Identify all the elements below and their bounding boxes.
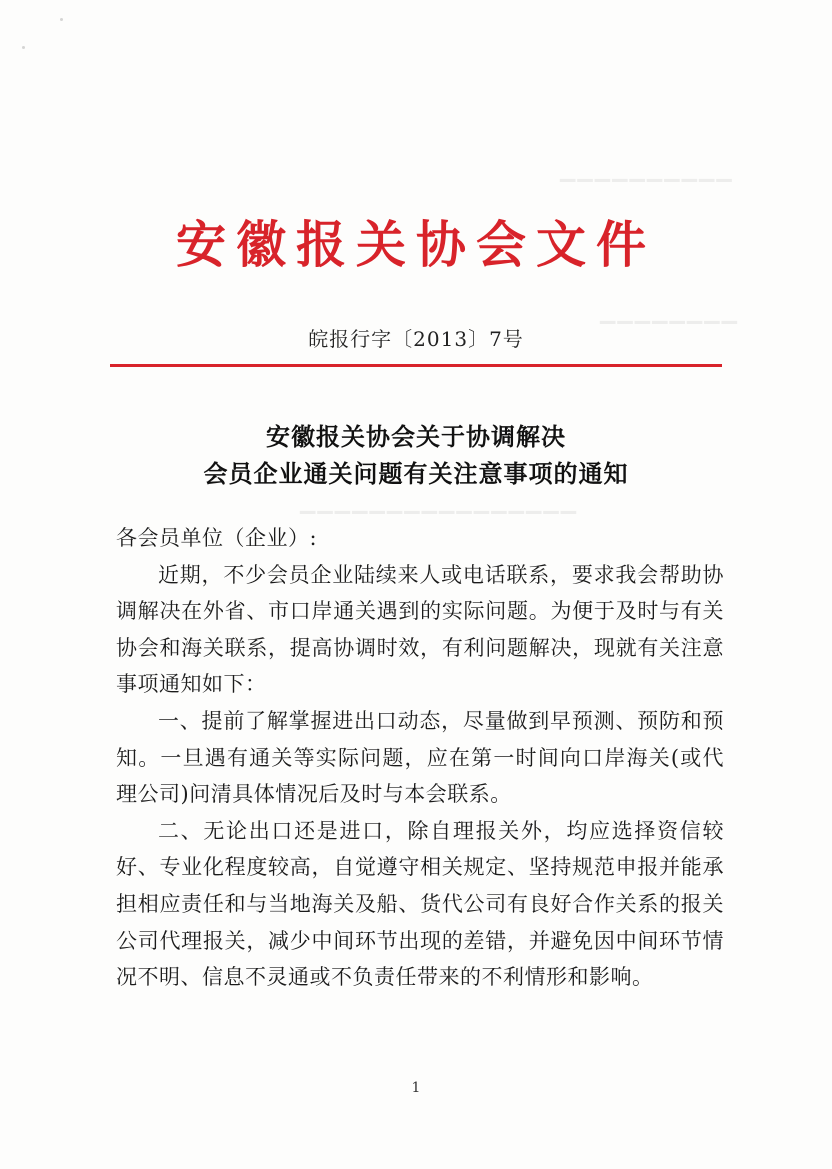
page-number: 1 [411, 1080, 421, 1096]
red-divider-rule [110, 364, 722, 367]
body-paragraph-item-1: 一、提前了解掌握进出口动态，尽量做到早预测、预防和预知。一旦遇有通关等实际问题，应在第一时间向口岸海关(或代理公司)问清具体情况后及时与本会联系。 [116, 708, 724, 807]
bleed-through-artifact: ▁▁▁▁▁▁▁▁▁▁ [560, 158, 734, 182]
bleed-through-artifact: ▁▁▁▁▁▁▁▁ [600, 300, 740, 324]
document-header-title: 安徽报关协会文件 [176, 215, 656, 274]
body-paragraph-intro: 近期，不少会员企业陆续来人或电话联系，要求我会帮助协调解决在外省、市口岸通关遇到的实际问题。为便于及时与有关协会和海关联系，提高协调时效，有利问题解决，现就有关注意事项通知如下： [116, 562, 724, 697]
body-paragraph-item-2: 二、无论出口还是进口，除自理报关外，均应选择资信较好、专业化程度较高，自觉遵守相关规定、坚持规范申报并能承担相应责任和与当地海关及船、货代公司有良好合作关系的报关公司代理报关，减少中间环节出现的差错，并避免因中间环节情况不明、信息不灵通或不负责任带来的不利情形和影响。 [116, 818, 724, 990]
bleed-through-artifact: ▁▁▁▁▁▁▁▁▁▁▁▁▁▁▁▁ [300, 490, 579, 514]
scan-speck [60, 18, 63, 21]
notice-title-line-2: 会员企业通关问题有关注意事项的通知 [203, 459, 629, 488]
document-number: 皖报行字〔2013〕7号 [308, 327, 524, 351]
notice-title-line-1: 安徽报关协会关于协调解决 [266, 422, 566, 451]
scan-speck [22, 46, 25, 49]
salutation: 各会员单位（企业）: [116, 526, 318, 550]
notice-body [116, 520, 724, 996]
